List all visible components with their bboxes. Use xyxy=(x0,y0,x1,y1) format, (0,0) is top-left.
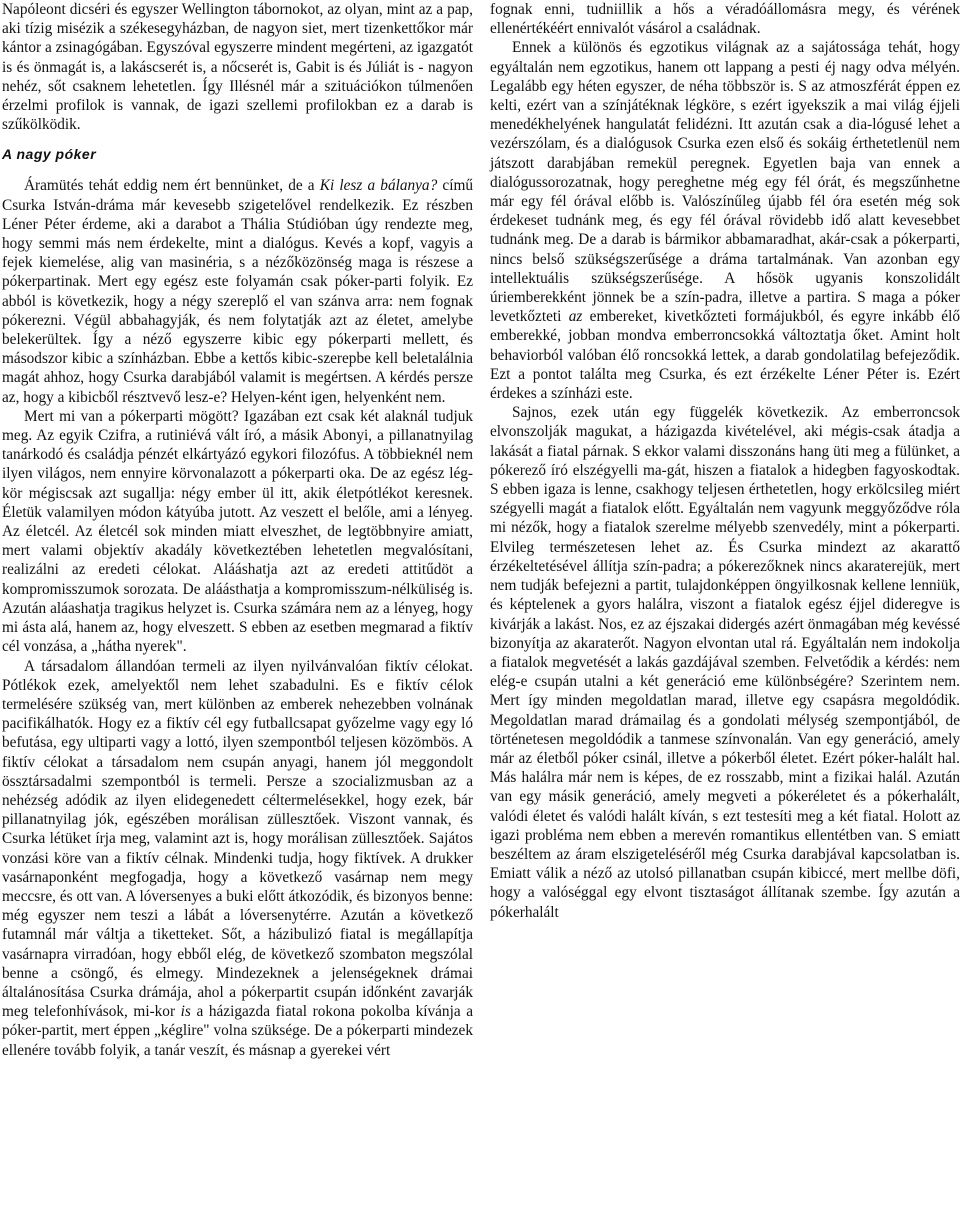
left-column xyxy=(2,0,473,1060)
play-title: Ki lesz a bálanya? xyxy=(319,177,438,195)
paragraph-text: Ennek a különös és egzotikus világnak az a sajátossága tehát, hogy egyáltalán nem egzotikus, hanem ott lappang a pesti éj nagy odva mélyén. Legalább egy héten egyszer, de néha többször is. S az atmoszférát éppen ez kelti, ezért van a színjátéknak légköre, s ezért igyekszik a mai világ éjjeli menedékhelyének hangulatát felidézni. Itt azután csak a dia-lógusé lehet a vezérszólam, és a dialógusok Csurka ezen első és sokáig érthetetlenül nem játszott darabjában remekül peregnek. Egyetlen baja van ennek a dialógussorozatnak, hogy pereghetne még egy fél órát, és megszűnhetne már egy fél órával előbb is. Valószínűleg újabb fél óra esetén még sok érdekeset tudnánk meg, és egy fél órával rövidebb idő alatt kevesebbet tudnánk meg. De a darab is bármikor abbamaradhat, akár-csak a pókerparti, nincs belső szükségszerűsége a dráma tartalmának. Van azonban egy intellektuális szükségszerűsége. A hősök ugyanis konszolidált úriemberekként jönnek be a szín-padra, illetve a partira. S maga a póker levetkőzteti xyxy=(490,39,960,326)
paragraph: Mert mi van a pókerparti mögött? Igazában ezt csak két alaknál tudjuk meg. Az egyik Czifra, a rutiniévá vált író, a másik Abonyi, a pillanatnyilag tanárkodó és családja pénzét elkártyázó egykori filozófus. A többieknél nem ilyen világos, nem ennyire körvonalazott a pókerparti oka. De az egész lég-kör mégiscsak azt sugallja: négy ember ül itt, akik életpótlékot keresnek. Életük valamilyen módon kátyúba jutott. Az veszett el belőle, ami a lényeg. Az életcél. Az életcél sok minden miatt elveszhet, de legtöbbnyire amiatt, mert valami objektív akadály következtében lehetetlen megvalósítani, realizálni az eredeti célokat. Alááshatja azt az eredeti attitűdöt a kompromisszumok sorozata. De aláásthatja a kompromisszum-nélküliség is. Azután aláashatja tragikus helyzet is. Csurka számára nem az a lényeg, hogy mi ásta alá, hanem az, hogy elveszett. S ebben az esetben megmarad a fiktív cél vonzása, a „hátha nyerek". xyxy=(2,407,473,656)
emphasis: az xyxy=(568,308,583,326)
paragraph xyxy=(490,38,960,403)
paragraph: Sajnos, ezek után egy függelék következik. Az emberroncsok elvonszolják magukat, a házigazda kivételével, aki mégis-csak átadja a lakását a fiatal párnak. S ekkor valami disszonáns hang üti meg a fülünket, a pókerező író elszégyelli ma-gát, hiszen a fiatalok a hidegben fagyoskodtak. S ebben igaza is lenne, csakhogy teljesen érthetetlen, hogy erkölcsileg miért szégyelli magát a fiatalok előtt. Egyáltalán nem vagyunk meggyőződve róla mi nézők, hogy a fiatalok szerelme mélyebb szenvedély, mint a pókerparti. Elvileg természetesen lehet az. És Csurka mindezt az akarattő érzékeltetésével állítja szín-padra; a pókerezőknek nincs akaraterejük, mert nem tudják befejezni a partit, tulajdonképpen öngyilkosnak kellene lenniük, és képtelenek a gyors halálra, viszont a fiatalok egész éjjel dideregve is kivárják a lakást. Nos, ez az éjszakai didergés azért önmagában még kevéssé bizonyítja az akaraterőt. Nagyon elvontan utal rá. Egyáltalán nem indokolja a fiatalok megvetését a lakás gazdájával szemben. Felvetődik a kérdés: nem elég-e csupán utalni a két generáció eme különbségére? Szerintem nem. Mert így minden megoldatlan marad, illetve egy csapásra megoldódik. Megoldatlan marad drámailag és a gondolati mélység szempontjából, de történetesen megoldódik a tanmese színvonalán. Van egy generáció, amely már az életből póker csinál, illetve a pókerből életet. Ezért póker-halált hal. Más halálra már nem is képes, de ez rosszabb, mint a fizikai halál. Azután van egy másik generáció, amely megveti a pókeréletet és a pókerhalált, valódi életet és valódi halált kíván, s ezt testesíti meg a két fiatal. Holott az igazi probléma nem ebben a merevén romantikus ellentétben van. S emiatt beszéltem az áram elszigeteléséről még Csurka darabjával kapcsolatban is. Emiatt válik a néző az utolsó pillanatban csupán kibiccé, mert mellbe döfi, hogy a valóséggal egy elvont tisztaságot állítanak szembe. Így azután a pókerhalált xyxy=(490,404,960,921)
paragraph-text: című Csurka István-dráma már kevesebb szigetelővel rendelkezik. Ez részben Léner Péter érdeme, aki a darabot a Thália Stúdióban úgy rendezte meg, hogy semmi más nem érdekelte, mint a dialógus. Kevés a kopf, vagyis a fejek kiemelése, alig van masinéria, s a nézőközönség maga is részese a pókerpartinak. Mert egy egész este folyamán csak póker-parti folyik. Ez abból is következik, hogy a négy szereplő el van szánva arra: nem fognak pókerezni. Végül abbahagyják, és nem folytatják azt az életet, amelybe belekerültek. Így a néző egyszerre kibic egy pókerparti mellett, és másodszor kibic a színházban. Ebbe a kettős kibic-szerepbe kell beletalálnia magát ahhoz, hogy Csurka darabjából valamit is megértsen. A kérdés persze az, hogy a kibicből résztvevő lesz-e? Helyen-ként igen, helyenként nem. xyxy=(2,177,473,406)
paragraph-text: a házigazda fiatal rokona pokolba kívánja a póker-partit, mert éppen „kéglire" volna szüksége. De a pókerparti mindezek ellenére tovább folyik, a tanár veszít, és másnap a gyerekei vért xyxy=(2,1003,473,1059)
paragraph-text: embereket, kivetkőzteti formájukból, és egyre inkább élő emberekké, jobban mondva emberroncsokká változtatja őket. Amint holt behaviorból valóban élő roncsokká lettek, a darab gondolatilag befejeződik. Ezt a pontot találta meg Csurka, és ezt érzékelte Léner Péter is. Ezért érdekes a színházi este. xyxy=(490,308,960,403)
paragraph-text: Áramütés tehát eddig nem ért bennünket, de a xyxy=(24,177,320,195)
paragraph: Napóleont dicséri és egyszer Wellington tábornokot, az olyan, mint az a pap, aki tízig misézik a székesegyházban, de nagyon siet, mert tizenkettőkor már kántor a zsinagógában. Egyszóval egyszerre mindent megérteni, az igazgatót is és önmagát is, a lakáscserét is, a nőcserét is, Gabit is és Júliát is - nagyon nehéz, sőt csaknem lehetetlen. Így Illésnél már a szituációkon túlmenően érzelmi profilok is vannak, de igazi szellemi profilokban ez a darab is szűkölködik. xyxy=(2,1,473,134)
paragraph-text: A társadalom állandóan termeli az ilyen nyilvánvalóan fiktív célokat. Pótlékok ezek, amelyektől nem lehet szabadulni. Es e fiktív célok termelésére szükség van, mert különben az emberek nehezebben volnának pacifikálhatók. Hogy ez a fiktív cél egy futballcsapat győzelme vagy egy ló befutása, egy ultiparti vagy a lottó, ilyen szempontból teljesen közömbös. A fiktív célokat a társadalom nem csupán anyagi, hanem jól meggondolt össztársadalmi szempontból is termeli. Persze a szocializmusban az a nehézség adódik az ilyen elidegenedett céltermelésekkel, hogy ezek, bár pillanatnyilag jók, egészében morálisan züllesztőek. Viszont vannak, és Csurka létüket írja meg, valamint azt is, hogy morálisan züllesztőek. Sajátos vonzási köre van a fiktív célnak. Mindenki tudja, hogy fiktívek. A drukker vasárnaponként megfogadja, hogy a következő vasárnap nem megy meccsre, és ott van. A lóversenyes a buki előtt átkozódik, és bizonyos benne: még egyszer nem teszi a lábát a lóversenytérre. Azután a következő futamnál már váltja a tiketteket. Sőt, a házibulizó fiatal is megállapítja vasárnapra virradóan, hogy ebből elég, de következő szombaton megszólal benne a csöngő, és elmegy. Mindezeknek a jelenségeknek drámai általánosítása Csurka drámája, ahol a pókerpartit csupán időnként zavarják meg telefonhívások, mi-kor xyxy=(2,657,473,1021)
paragraph: fognak enni, tudniillik a hős a véradóállomásra megy, és vérének ellenértékéért ennivalót vásárol a családnak. xyxy=(490,1,960,38)
right-column xyxy=(490,0,960,922)
emphasis: is xyxy=(180,1003,191,1021)
paragraph xyxy=(2,657,473,1060)
section-title: A nagy póker xyxy=(2,146,97,163)
paragraph xyxy=(2,176,473,406)
